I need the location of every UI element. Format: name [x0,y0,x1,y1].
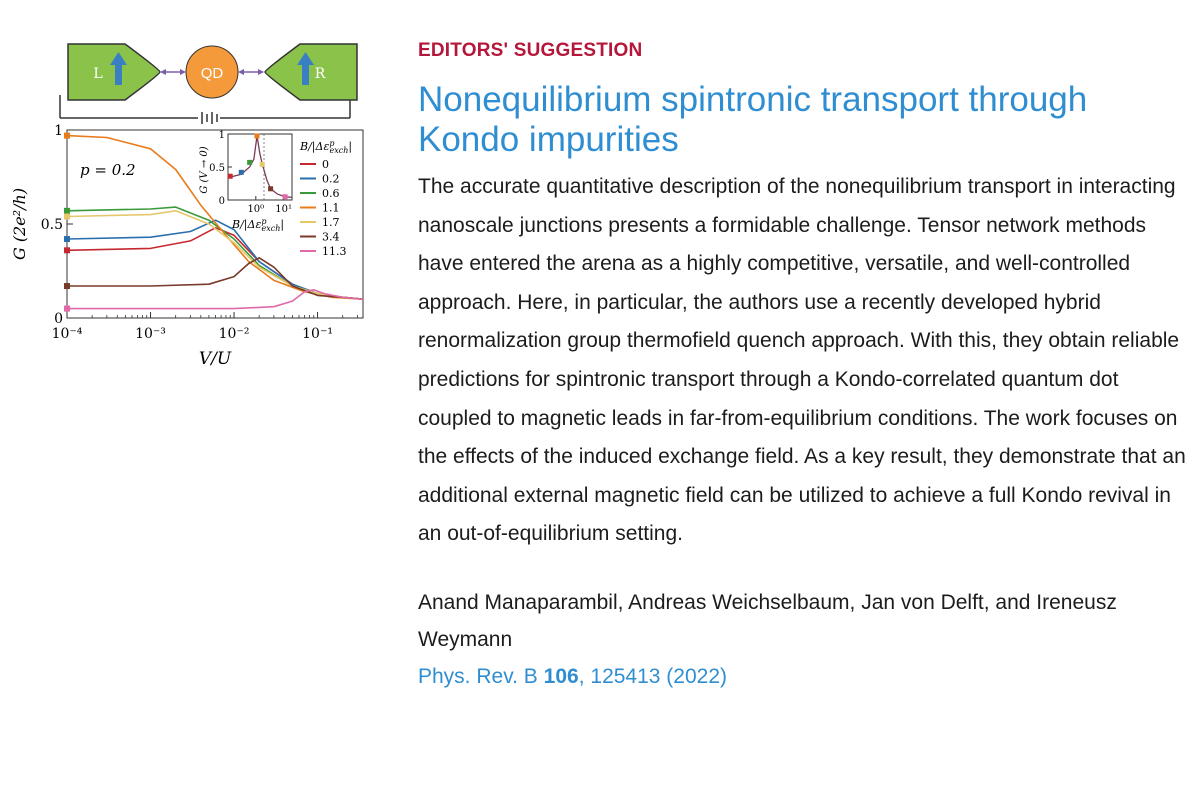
series-marker-1.1 [64,133,70,139]
article-text [418,38,1188,696]
series-marker-0 [64,247,70,253]
tunnel-arrow-right-icon [238,69,264,75]
inset-x-tick-label: 10⁰ [247,204,265,215]
article-figure [0,30,375,390]
legend-items [300,158,347,258]
main-y-tick-label: 0.5 [40,217,63,233]
left-lead-shape [68,44,160,100]
right-lead-label: R [314,66,326,82]
inset-plot [199,130,292,233]
legend-label-0.6: 0.6 [322,187,340,200]
legend-label-11.3: 11.3 [322,245,347,258]
inset-y-tick-label: 1 [218,130,225,141]
inset-marker [247,160,252,165]
legend-title: $B/|\Delta\varepsilon^p$ exch| [300,139,353,155]
main-x-tick-label: 10⁻² [218,326,250,342]
inset-marker [268,186,273,191]
inset-marker [239,170,244,175]
series-line-11.3 [67,290,363,309]
main-plot [10,123,363,369]
figure-svg [0,30,375,390]
main-y-tick-label: 0 [54,311,63,327]
inset-marker [283,194,288,199]
main-x-tick-label: 10⁻⁴ [51,326,83,342]
inset-marker [260,162,265,167]
schematic [60,44,357,124]
main-y-ticks [41,123,73,327]
series-marker-0.2 [64,236,70,242]
inset-marker [254,133,259,138]
article-authors: Anand Manaparambil, Andreas Weichselbaum, Jan von Delft, and Ireneusz Weymann [418,590,1117,651]
series-marker-3.4 [64,283,70,289]
main-x-label: V/U [198,349,232,369]
citation-rest: , 125413 (2022) [578,664,728,688]
main-y-tick-label: 1 [54,123,63,139]
citation-journal: Phys. Rev. B [418,664,538,688]
annotation-p: p = 0.2 [80,161,136,179]
quantum-dot-label: QD [200,65,224,82]
inset-y-tick-label: 0.5 [209,163,225,174]
inset-frame [228,134,292,200]
citation-volume: 106 [543,664,579,688]
left-lead-label: L [93,66,103,82]
inset-x-label: $B/|\Delta\varepsilon^p$ exch| [232,217,285,233]
main-x-tick-label: 10⁻³ [135,326,166,342]
article-title[interactable]: Nonequilibrium spintronic transport through Kondo impurities [418,80,1088,159]
inset-x-tick-label: 10¹ [275,204,292,215]
legend-label-1.7: 1.7 [322,216,340,229]
series-line-0.2 [67,220,363,299]
series-marker-11.3 [64,306,70,312]
series-marker-0.6 [64,208,70,214]
editors-suggestion-tag: EDITORS' SUGGESTION [418,40,643,61]
legend-label-3.4: 3.4 [322,230,340,244]
main-y-label: G (2e²/h) [10,187,29,261]
main-x-ticks [52,312,358,342]
inset-marker [228,174,233,179]
article-abstract: The accurate quantitative description of the nonequilibrium transport in interacting nanoscale junctions presents a formidable challenge. Tensor network methods have entered the arena as a highly competitive, versatile, and well-controlled approach. Here, in particular, the authors use a recently developed hybrid renormalization group thermofield quench approach. With this, they obtain reliable predictions for spintronic transport through a Kondo-correlated quantum dot coupled to magnetic leads in far-from-equilibrium conditions. The work focuses on the effects of the induced exchange field. As a key result, they demonstrate that an additional external magnetic field can be utilized to achieve a full Kondo revival in an out-of-equilibrium setting. [418,175,1186,546]
inset-y-label: G (V → 0) [199,146,210,194]
right-lead-shape [265,44,357,100]
article-citation[interactable] [418,658,1188,696]
tunnel-arrow-left-icon [160,69,186,75]
inset-y-tick-label: 0 [218,196,225,207]
legend-label-0.2: 0.2 [322,172,340,186]
legend-label-0: 0 [322,158,329,171]
main-x-tick-label: 10⁻¹ [302,326,333,342]
legend [299,139,352,258]
series-marker-1.7 [64,213,70,219]
legend-label-1.1: 1.1 [322,201,340,215]
